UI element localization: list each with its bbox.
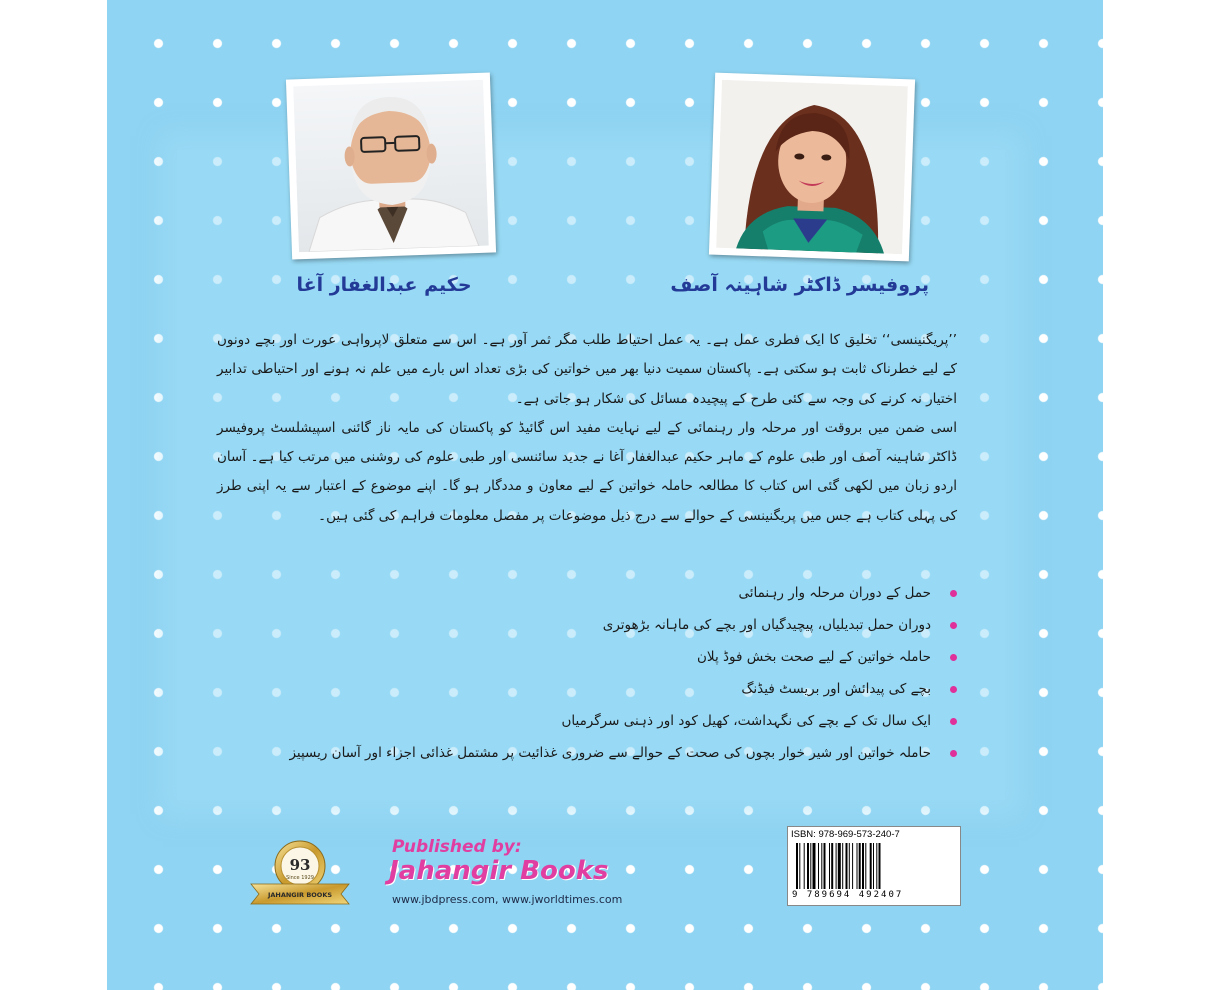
publisher-name: Jahangir Books — [389, 856, 609, 886]
barcode-bars — [794, 843, 954, 889]
barcode-bar — [838, 843, 841, 889]
list-item — [437, 644, 957, 676]
barcode-bar — [879, 843, 881, 889]
author-photo-right — [709, 73, 915, 262]
bullet-dot-icon — [950, 622, 957, 629]
description-paragraph: اسی ضمن میں بروقت اور مرحلہ وار رہنمائی کے لیے نہایت مفید اس گائیڈ کو پاکستان کی مایہ ناز گائنی اسپیشلسٹ پروفیسر ڈاکٹر شاہینہ آصف اور طبی علوم کے ماہر حکیم عبدالغفار آغا نے جدید سائنسی اور طبی علوم کی روشنی میں مرتب کیا ہے۔ آسان اردو زبان میں لکھی گئی اس کتاب کا مطالعہ حاملہ خواتین کے لیے معاون و مددگار ہو گا۔ اپنے موضوع کے اعتبار سے یہ اپنی طرز کی پہلی کتاب ہے جس میں پریگنینسی کے حوالے سے درج ذیل موضوعات پر مفصل معلومات فراہم کی گئی ہیں۔ — [217, 419, 957, 524]
barcode-bar — [870, 843, 872, 889]
list-item — [437, 580, 957, 612]
barcode-bar — [849, 843, 850, 889]
barcode-bar — [796, 843, 798, 889]
topic-text: بچے کی پیدائش اور بریسٹ فیڈنگ — [741, 681, 931, 697]
list-item — [437, 708, 957, 740]
list-item — [437, 612, 957, 644]
author-name-left: حکیم عبدالغفار آغا — [296, 274, 472, 296]
description-paragraph: ’’پریگنینسی‘‘ تخلیق کا ایک فطری عمل ہے۔ یہ عمل احتیاط طلب مگر ثمر آور ہے۔ اس سے متعلق لاپرواہی عورت اور بچے دونوں کے لیے خطرناک ثابت ہو سکتی ہے۔ پاکستان سمیت دنیا بھر میں خواتین کی بڑی تعداد اس بارے میں علم نہ ہونے اور احتیاطی تدابیر اختیار نہ کرنے کی وجہ سے کئی طرح کے پیچیدہ مسائل کی شکار ہو جاتی ہے۔ — [217, 332, 957, 407]
barcode-bar — [813, 843, 816, 889]
topics-list — [289, 580, 957, 772]
barcode-bar — [831, 843, 833, 889]
book-description — [217, 326, 957, 531]
bullet-dot-icon — [950, 750, 957, 757]
barcode-bar — [852, 843, 853, 889]
bullet-dot-icon — [950, 718, 957, 725]
logo-ribbon: JAHANGIR BOOKS — [267, 891, 333, 899]
barcode-bar — [799, 843, 800, 889]
barcode-bar — [804, 843, 805, 889]
bullet-dot-icon — [950, 686, 957, 693]
topic-text: حاملہ خواتین اور شیر خوار بچوں کی صحت کے حوالے سے ضروری غذائیت پر مشتمل غذائی اجزاء اور آسان ریسپیز — [289, 745, 931, 761]
publisher-websites: www.jbdpress.com, www.jworldtimes.com — [392, 893, 623, 906]
barcode-bar — [836, 843, 837, 889]
barcode-bar — [846, 843, 848, 889]
barcode-bar — [821, 843, 822, 889]
author-name-right: پروفیسر ڈاکٹر شاہینہ آصف — [670, 274, 929, 296]
logo-since: Since 1929 — [286, 875, 314, 881]
bullet-dot-icon — [950, 654, 957, 661]
barcode-bar — [862, 843, 864, 889]
author-photo-left — [286, 72, 496, 259]
publisher-logo — [247, 838, 353, 908]
book-back-cover — [107, 0, 1103, 990]
bullet-dot-icon — [950, 590, 957, 597]
barcode-bar — [859, 843, 861, 889]
barcode-bar — [857, 843, 858, 889]
barcode-bar — [818, 843, 819, 889]
list-item — [289, 740, 957, 772]
published-by-label: Published by: — [392, 837, 522, 857]
topic-text: دوران حمل تبدیلیاں، پیچیدگیاں اور بچے کی ماہانہ بڑھوتری — [602, 617, 931, 633]
barcode-digits: 9 789694 492407 — [792, 890, 904, 900]
barcode-bar — [873, 843, 874, 889]
barcode-bar — [865, 843, 866, 889]
barcode-bar — [842, 843, 843, 889]
logo-number: 93 — [289, 856, 311, 874]
list-item — [437, 676, 957, 708]
topic-text: ایک سال تک کے بچے کی نگہداشت، کھیل کود اور ذہنی سرگرمیاں — [561, 713, 931, 729]
barcode-bar — [810, 843, 811, 889]
topic-text: حاملہ خواتین کے لیے صحت بخش فوڈ پلان — [696, 649, 931, 665]
barcode-bar — [829, 843, 830, 889]
isbn-barcode — [787, 826, 961, 906]
topic-text: حمل کے دوران مرحلہ وار رہنمائی — [738, 585, 931, 601]
barcode-bar — [824, 843, 826, 889]
isbn-label: ISBN: 978-969-573-240-7 — [791, 829, 900, 840]
barcode-bar — [876, 843, 877, 889]
barcode-bar — [807, 843, 809, 889]
